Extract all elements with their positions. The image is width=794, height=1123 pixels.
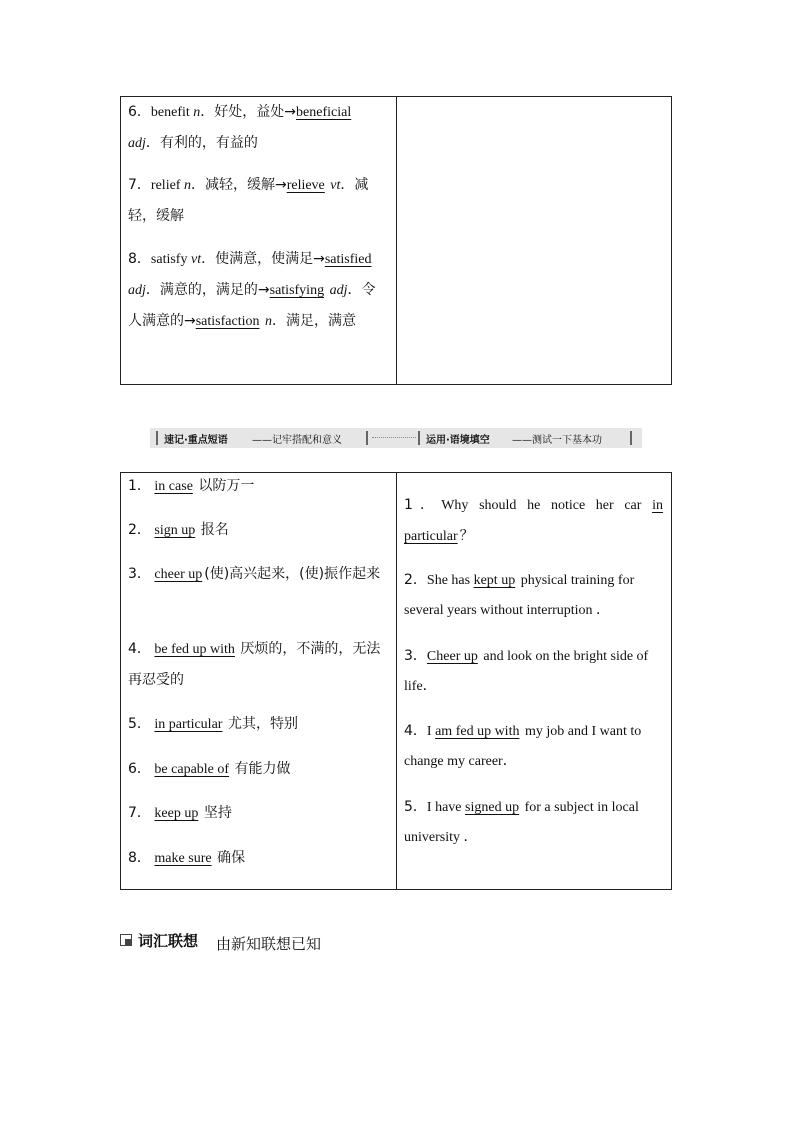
sentence-item: 4．I am fed up with my job and I want to change my career．: [404, 723, 642, 769]
word-family-table: [120, 96, 672, 385]
word-family-item-8: 8．satisfy vt．使满意，使满足→satisfied adj．满意的，满足的→satisfying adj．令人满意的→satisfaction n．满足，满意: [128, 251, 376, 329]
phrase-item: 1． in case 以防万一: [128, 478, 255, 494]
phrase-item: 3． cheer up (使)高兴起来，(使)振作起来: [128, 566, 381, 582]
answer-blank: satisfied: [324, 252, 372, 267]
heading-title: 词汇联想: [138, 932, 199, 950]
phrase-item: 2． sign up 报名: [128, 522, 229, 538]
sentence-item: 1．Why should he notice her car in particular ？: [404, 497, 663, 544]
sentence-item: 5．I have signed up for a subject in local university ．: [404, 799, 639, 845]
word-family-left-cell: [121, 97, 397, 384]
answer-blank: satisfaction: [195, 314, 260, 329]
phrase-item: 4． be fed up with 厌烦的，不满的，无法再忍受的: [128, 641, 381, 688]
phrase-item: 8． make sure 确保: [128, 850, 246, 866]
heading-subtitle: 由新知联想已知: [216, 935, 322, 953]
sentence-item: 3．Cheer up and look on the bright side of life．: [404, 648, 649, 694]
phrases-table: [120, 472, 672, 890]
phrases-left-cell: [121, 473, 397, 889]
answer-blank: satisfying: [269, 283, 325, 298]
section-marker-icon: [120, 934, 132, 946]
answer-blank: beneficial: [296, 105, 352, 120]
word-family-item-6: 6．benefit n．好处，益处→beneficial adj．有利的，有益的: [128, 104, 352, 151]
phrases-right-cell: [397, 473, 671, 889]
phrase-item: 5． in particular 尤其，特别: [128, 716, 298, 732]
phrase-item: 6． be capable of 有能力做: [128, 761, 291, 777]
answer-blank: relieve: [286, 178, 325, 193]
word-family-item-7: 7．relief n．减轻，缓解→relieve vt．减轻，缓解: [128, 177, 369, 224]
word-family-right-cell: [397, 97, 671, 384]
section-banner: 速记·重点短语 ——记牢搭配和意义 运用·语境填空 ——测试一下基本功: [150, 428, 642, 448]
sentence-item: 2．She has kept up physical training for several years without interruption ．: [404, 572, 635, 618]
phrase-item: 7． keep up 坚持: [128, 805, 232, 821]
